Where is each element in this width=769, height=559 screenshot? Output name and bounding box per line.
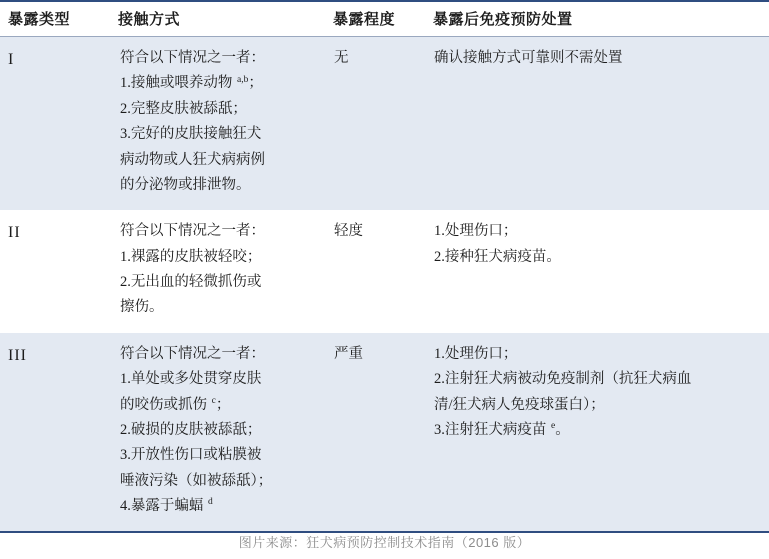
prophylaxis-item: 1.处理伤口；: [434, 345, 518, 362]
contact-item: 3.完好的皮肤接触狂犬: [120, 126, 262, 143]
prophylaxis-item: 清/狂犬病人免疫球蛋白）；: [434, 396, 605, 413]
contact-item: 擦伤。: [120, 299, 164, 316]
table-header-row: [0, 1, 769, 37]
cell-contact-mode: [110, 333, 325, 533]
contact-item: 4.暴露于蝙蝠 $^d$: [120, 497, 213, 514]
footnote-marker: d: [208, 497, 213, 508]
cell-prophylaxis: [425, 37, 769, 211]
contact-item: 2.无出血的轻微抓伤或: [120, 274, 262, 290]
cell-contact-mode: [110, 210, 325, 333]
contact-item: 2.破损的皮肤被舔舐；: [120, 421, 262, 438]
contact-intro: 符合以下情况之一者：: [120, 345, 265, 362]
contact-item: 3.开放性伤口或粘膜被: [120, 447, 262, 464]
column-header-exposure-degree: 暴露程度: [325, 1, 425, 37]
prophylaxis-item: 3.注射狂犬病疫苗 $^e$。: [434, 421, 570, 438]
table-header: [0, 1, 769, 37]
cell-prophylaxis: [425, 333, 769, 533]
table-row: [0, 37, 769, 211]
footnote-marker: a,b: [237, 74, 249, 85]
contact-item: 2.完整皮肤被舔舐；: [120, 100, 247, 117]
contact-intro: 符合以下情况之一者：: [120, 223, 265, 240]
prophylaxis-item: 2.注射狂犬病被动免疫制剂（抗狂犬病血: [434, 371, 692, 388]
contact-item: 的咬伤或抓伤 $^c$；: [120, 395, 231, 413]
table-row: [0, 210, 769, 333]
cell-contact-mode: [110, 37, 325, 211]
contact-item: 唾液污染（如被舔舐）；: [120, 472, 273, 489]
table-row: [0, 333, 769, 533]
cell-prophylaxis: [425, 210, 769, 333]
prophylaxis-item: 确认接触方式可靠则不需处置: [434, 50, 623, 66]
cell-exposure-degree: 轻度: [325, 210, 425, 333]
cell-exposure-type: I: [0, 37, 110, 211]
contact-item: 1.单处或多处贯穿皮肤: [120, 371, 262, 388]
contact-item: 的分泌物或排泄物。: [120, 176, 251, 193]
footnote-marker: e: [551, 421, 556, 432]
column-header-post-exposure-prophylaxis: 暴露后免疫预防处置: [425, 1, 769, 37]
contact-item: 1.接触或喂养动物 $^{a,b}$；: [120, 74, 263, 92]
cell-exposure-degree: 严重: [325, 333, 425, 533]
cell-exposure-type: II: [0, 210, 110, 333]
contact-item: 病动物或人狂犬病病例: [120, 151, 265, 168]
footnote-marker: c: [211, 395, 216, 406]
cell-exposure-type: III: [0, 333, 110, 533]
contact-intro: 符合以下情况之一者：: [120, 50, 265, 66]
contact-item: 1.裸露的皮肤被轻咬；: [120, 248, 262, 265]
table-body: [0, 37, 769, 533]
cell-exposure-degree: 无: [325, 37, 425, 211]
prophylaxis-item: 2.接种狂犬病疫苗。: [434, 248, 561, 265]
column-header-exposure-type: 暴露类型: [0, 1, 110, 37]
image-source-caption: 图片来源：狂犬病预防控制技术指南（2016 版）: [238, 535, 531, 550]
column-header-contact-mode: 接触方式: [110, 1, 325, 37]
prophylaxis-item: 1.处理伤口；: [434, 223, 518, 240]
